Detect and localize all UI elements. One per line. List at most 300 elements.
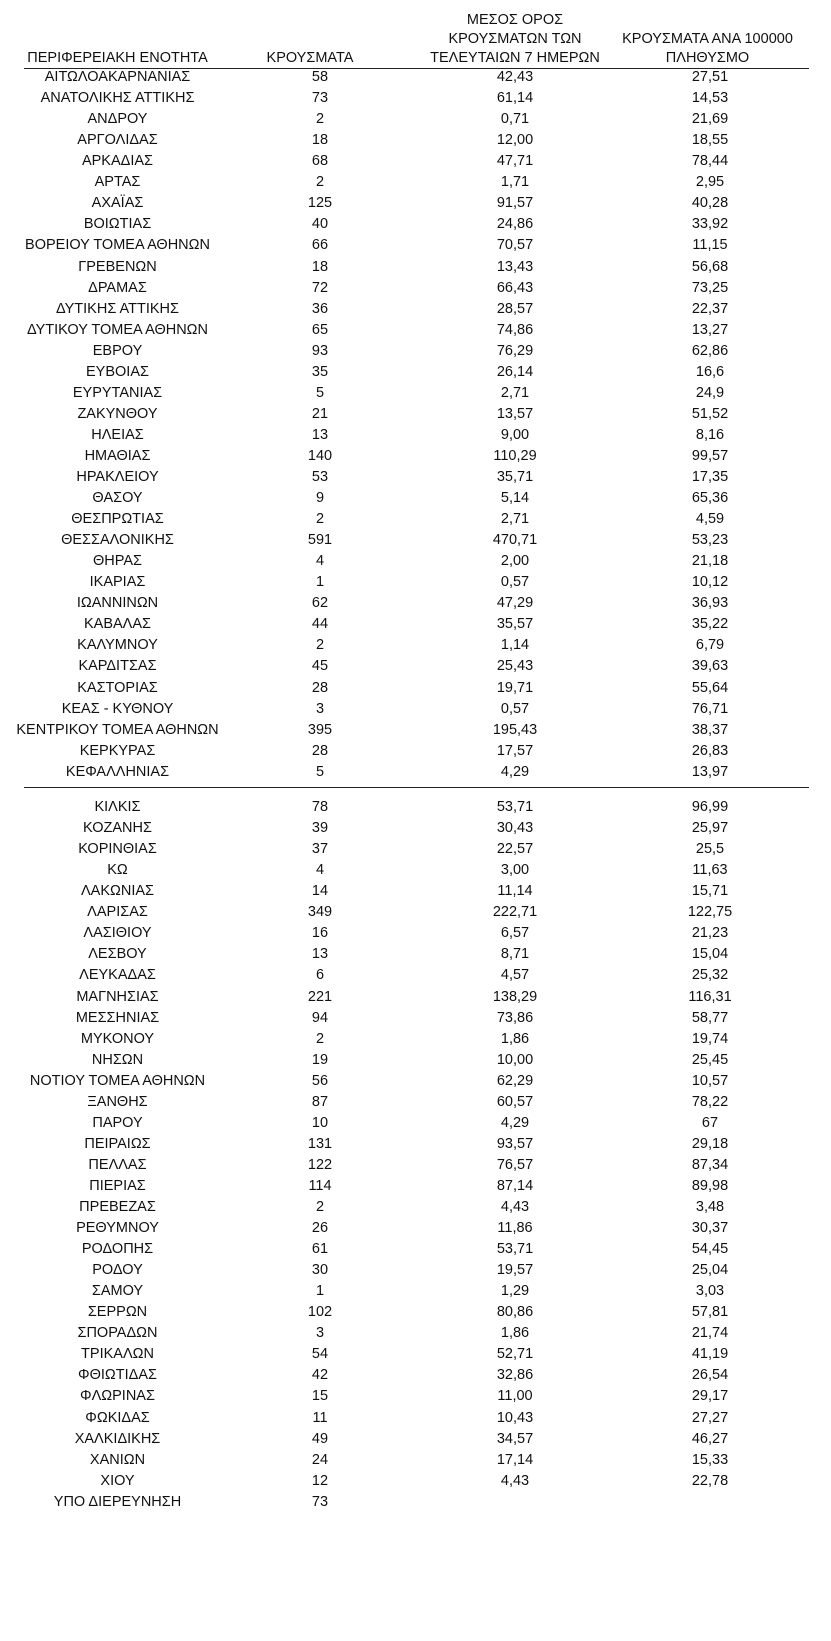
cases-cell: 65 xyxy=(311,321,329,338)
table-row xyxy=(0,150,831,172)
table-row xyxy=(0,859,831,881)
table-row xyxy=(0,698,831,720)
cases-cell: 72 xyxy=(311,279,329,296)
cases-cell: 28 xyxy=(311,679,329,696)
region-cell: ΚΕΡΚΥΡΑΣ xyxy=(79,742,156,759)
header-cases-per-100000: ΚΡΟΥΣΜΑΤΑ ΑΝΑ 100000 ΠΛΗΘΥΣΜΟ xyxy=(622,31,793,66)
per-100000-cell: 24,9 xyxy=(695,384,725,401)
per-100000-cell: 19,74 xyxy=(691,1030,729,1047)
region-cell: ΗΡΑΚΛΕΙΟΥ xyxy=(76,468,159,485)
table-row xyxy=(0,1385,831,1407)
table-row xyxy=(0,943,831,965)
per-100000-cell: 33,92 xyxy=(691,216,729,233)
average-cell: 138,29 xyxy=(492,988,538,1005)
region-cell: ΦΛΩΡΙΝΑΣ xyxy=(80,1388,155,1405)
table-row xyxy=(0,719,831,741)
average-cell: 52,71 xyxy=(496,1346,534,1363)
per-100000-cell: 25,32 xyxy=(691,967,729,984)
per-100000-cell: 21,74 xyxy=(691,1325,729,1342)
region-cell: ΓΡΕΒΕΝΩΝ xyxy=(78,258,157,275)
region-cell: ΒΟΙΩΤΙΑΣ xyxy=(83,216,152,233)
per-100000-cell: 27,27 xyxy=(691,1409,729,1426)
table-row xyxy=(0,986,831,1008)
per-100000-cell: 30,37 xyxy=(691,1220,729,1236)
table-row xyxy=(0,1407,831,1429)
cases-cell: 2 xyxy=(315,174,325,191)
cases-cell: 114 xyxy=(308,1177,332,1194)
table-row xyxy=(0,817,831,839)
cases-cell: 15 xyxy=(311,1388,329,1405)
region-cell: ΘΗΡΑΣ xyxy=(93,553,142,570)
average-cell: 47,29 xyxy=(496,595,534,612)
region-cell: ΑΧΑΪΑΣ xyxy=(91,195,144,212)
per-100000-cell: 14,53 xyxy=(691,90,729,106)
per-100000-cell: 67 xyxy=(701,1114,719,1131)
region-cell: ΚΑΛΥΜΝΟΥ xyxy=(77,637,158,654)
average-cell: 17,57 xyxy=(496,742,534,759)
region-cell: ΙΩΑΝΝΙΝΩΝ xyxy=(76,595,159,612)
per-100000-cell: 10,12 xyxy=(691,574,729,591)
cases-cell: 140 xyxy=(307,447,333,464)
table-row xyxy=(0,922,831,944)
table-row xyxy=(0,1028,831,1050)
average-cell: 60,57 xyxy=(496,1093,534,1110)
per-100000-cell: 11,63 xyxy=(692,862,728,879)
region-cell: ΜΑΓΝΗΣΙΑΣ xyxy=(76,988,159,1005)
cases-cell: 39 xyxy=(311,820,329,836)
region-cell: ΛΕΥΚΑΔΑΣ xyxy=(79,967,156,984)
table-row xyxy=(0,796,831,818)
average-cell: 1,86 xyxy=(500,1325,530,1342)
average-cell: 12,00 xyxy=(496,132,534,149)
region-cell: ΖΑΚΥΝΘΟΥ xyxy=(77,405,158,422)
cases-cell: 18 xyxy=(311,132,329,149)
average-cell: 91,57 xyxy=(496,195,534,212)
table-row xyxy=(0,108,831,130)
region-cell: ΑΡΤΑΣ xyxy=(94,174,141,191)
average-cell: 73,86 xyxy=(496,1009,534,1026)
cases-cell: 102 xyxy=(307,1304,333,1321)
table-row xyxy=(0,66,831,88)
per-100000-cell: 116,31 xyxy=(688,988,732,1005)
per-100000-cell: 96,99 xyxy=(691,799,729,815)
table-row xyxy=(0,1428,831,1450)
average-cell: 4,29 xyxy=(500,763,530,780)
average-cell: 24,86 xyxy=(496,216,534,233)
average-cell: 61,14 xyxy=(496,90,534,106)
table-row xyxy=(0,880,831,902)
table-row xyxy=(0,1091,831,1113)
region-cell: ΡΟΔΟΥ xyxy=(92,1262,143,1279)
region-cell: ΗΜΑΘΙΑΣ xyxy=(84,447,151,464)
table-row xyxy=(0,508,831,530)
average-cell: 470,71 xyxy=(492,532,538,549)
average-cell: 26,14 xyxy=(496,363,534,380)
table-row xyxy=(0,1154,831,1176)
average-cell: 53,71 xyxy=(496,1241,534,1257)
per-100000-cell: 13,27 xyxy=(691,321,729,338)
per-100000-cell: 22,37 xyxy=(691,300,729,317)
cases-cell: 2 xyxy=(315,511,325,528)
average-cell: 53,71 xyxy=(496,799,534,815)
table-row xyxy=(0,1259,831,1281)
cases-cell: 54 xyxy=(311,1346,329,1363)
average-cell: 35,57 xyxy=(496,616,534,633)
average-cell: 93,57 xyxy=(496,1135,534,1152)
per-100000-cell: 21,69 xyxy=(691,111,729,128)
per-100000-cell: 4,59 xyxy=(695,511,725,528)
cases-cell: 6 xyxy=(315,967,325,984)
cases-cell: 5 xyxy=(315,763,325,780)
region-cell: ΚΕΑΣ - ΚΥΘΝΟΥ xyxy=(61,700,174,717)
region-cell: ΘΕΣΠΡΩΤΙΑΣ xyxy=(71,511,164,528)
per-100000-cell: 29,17 xyxy=(691,1388,729,1405)
average-cell: 74,86 xyxy=(496,321,534,338)
table-row xyxy=(0,1364,831,1386)
region-cell: ΠΕΛΛΑΣ xyxy=(88,1156,147,1173)
per-100000-cell: 40,28 xyxy=(691,195,729,212)
table-row xyxy=(0,340,831,362)
region-cell: ΚΟΖΑΝΗΣ xyxy=(83,820,152,836)
average-cell: 9,00 xyxy=(500,426,530,443)
average-cell: 28,57 xyxy=(496,300,534,317)
cases-cell: 3 xyxy=(315,700,325,717)
cases-cell: 61 xyxy=(311,1241,329,1257)
average-cell: 110,29 xyxy=(493,447,537,464)
header-region: ΠΕΡΙΦΕΡΕΙΑΚΗ ΕΝΟΤΗΤΑ xyxy=(27,50,208,66)
per-100000-cell: 21,23 xyxy=(691,925,729,942)
average-cell: 222,71 xyxy=(492,904,538,921)
region-cell: ΛΕΣΒΟΥ xyxy=(88,946,147,963)
per-100000-cell: 8,16 xyxy=(695,426,725,443)
per-100000-cell: 35,22 xyxy=(691,616,729,633)
cases-cell: 30 xyxy=(311,1262,329,1279)
table-row xyxy=(0,256,831,278)
cases-cell: 73 xyxy=(311,90,329,106)
region-cell: ΧΑΝΙΩΝ xyxy=(89,1451,146,1468)
table-row xyxy=(0,234,831,256)
per-100000-cell: 39,63 xyxy=(691,658,729,675)
region-cell: ΥΠΟ ΔΙΕΡΕΥΝΗΣΗ xyxy=(53,1493,182,1510)
region-cell: ΦΘΙΩΤΙΔΑΣ xyxy=(78,1367,157,1384)
region-cell: ΑΡΓΟΛΙΔΑΣ xyxy=(77,132,158,149)
per-100000-cell: 3,48 xyxy=(695,1199,725,1215)
cases-cell: 73 xyxy=(311,1493,329,1510)
cases-cell: 221 xyxy=(307,988,333,1005)
average-cell: 10,43 xyxy=(496,1409,534,1426)
table-row xyxy=(0,838,831,860)
average-cell: 4,29 xyxy=(500,1114,530,1131)
average-cell: 195,43 xyxy=(492,721,538,738)
cases-cell: 3 xyxy=(315,1325,325,1342)
table-row xyxy=(0,382,831,404)
per-100000-cell: 21,18 xyxy=(691,553,729,570)
cases-cell: 4 xyxy=(315,553,325,570)
table-row xyxy=(0,277,831,299)
average-cell: 2,71 xyxy=(500,384,530,401)
cases-cell: 49 xyxy=(311,1430,329,1447)
average-cell: 4,43 xyxy=(500,1199,530,1215)
average-cell: 4,57 xyxy=(500,967,530,984)
per-100000-cell: 29,18 xyxy=(691,1135,729,1152)
per-100000-cell: 15,33 xyxy=(691,1451,729,1468)
region-cell: ΣΕΡΡΩΝ xyxy=(87,1304,148,1321)
average-cell: 19,71 xyxy=(496,679,534,696)
table-row xyxy=(0,901,831,923)
average-cell: 47,71 xyxy=(496,153,534,170)
table-row xyxy=(0,655,831,677)
table-row xyxy=(0,740,831,762)
table-row xyxy=(0,550,831,572)
region-cell: ΚΩ xyxy=(107,862,128,879)
per-100000-cell: 57,81 xyxy=(691,1304,729,1321)
per-100000-cell: 78,44 xyxy=(691,153,729,170)
cases-cell: 2 xyxy=(315,1030,325,1047)
average-cell: 1,29 xyxy=(500,1283,530,1300)
per-100000-cell: 38,37 xyxy=(691,721,729,738)
per-100000-cell: 26,83 xyxy=(691,742,729,759)
region-cell: ΝΟΤΙΟΥ ΤΟΜΕΑ ΑΘΗΝΩΝ xyxy=(29,1072,206,1089)
region-cell: ΘΕΣΣΑΛΟΝΙΚΗΣ xyxy=(61,532,174,549)
region-cell: ΒΟΡΕΙΟΥ ΤΟΜΕΑ ΑΘΗΝΩΝ xyxy=(25,237,210,254)
per-100000-cell: 58,77 xyxy=(691,1009,729,1026)
average-cell: 11,00 xyxy=(497,1388,533,1405)
average-cell: 76,29 xyxy=(496,342,534,359)
table-row xyxy=(0,1112,831,1134)
per-100000-cell: 25,04 xyxy=(691,1262,729,1279)
table-row xyxy=(0,677,831,699)
average-cell: 17,14 xyxy=(496,1451,534,1468)
average-cell: 30,43 xyxy=(496,820,534,836)
cases-cell: 78 xyxy=(311,799,329,815)
per-100000-cell: 18,55 xyxy=(691,132,729,149)
per-100000-cell: 11,15 xyxy=(692,237,728,254)
average-cell: 2,71 xyxy=(500,511,530,528)
cases-cell: 40 xyxy=(311,216,329,233)
per-100000-cell: 99,57 xyxy=(691,447,729,464)
average-cell: 76,57 xyxy=(496,1156,534,1173)
region-cell: ΚΑΡΔΙΤΣΑΣ xyxy=(78,658,157,675)
cases-cell: 94 xyxy=(311,1009,329,1026)
cases-cell: 21 xyxy=(311,405,329,422)
table-row xyxy=(0,298,831,320)
table-row xyxy=(0,761,831,783)
region-cell: ΚΕΦΑΛΛΗΝΙΑΣ xyxy=(65,763,170,780)
cases-cell: 1 xyxy=(315,574,325,591)
average-cell: 11,14 xyxy=(497,883,533,900)
per-100000-cell: 26,54 xyxy=(691,1367,729,1384)
per-100000-cell: 54,45 xyxy=(691,1241,729,1257)
table-row xyxy=(0,1470,831,1492)
table-row xyxy=(0,361,831,383)
average-cell: 1,14 xyxy=(500,637,530,654)
cases-cell: 35 xyxy=(311,363,329,380)
region-cell: ΧΙΟΥ xyxy=(100,1472,135,1489)
per-100000-cell: 65,36 xyxy=(691,490,729,506)
cases-cell: 349 xyxy=(307,904,333,921)
average-cell: 0,57 xyxy=(500,574,530,591)
region-cell: ΔΡΑΜΑΣ xyxy=(88,279,147,296)
table-row xyxy=(0,1070,831,1092)
average-cell: 11,86 xyxy=(497,1220,533,1236)
region-cell: ΜΕΣΣΗΝΙΑΣ xyxy=(75,1009,160,1026)
region-cell: ΑΝΑΤΟΛΙΚΗΣ ΑΤΤΙΚΗΣ xyxy=(40,90,195,106)
region-cell: ΚΑΒΑΛΑΣ xyxy=(83,616,151,633)
table-row xyxy=(0,403,831,425)
per-100000-cell: 89,98 xyxy=(691,1177,729,1194)
average-cell: 34,57 xyxy=(496,1430,534,1447)
table-row xyxy=(0,1007,831,1029)
cases-cell: 14 xyxy=(311,883,329,900)
per-100000-cell: 15,04 xyxy=(691,946,729,963)
cases-cell: 42 xyxy=(311,1367,329,1384)
header-cases: ΚΡΟΥΣΜΑΤΑ xyxy=(266,50,354,66)
table-row xyxy=(0,424,831,446)
average-cell: 35,71 xyxy=(496,468,534,485)
cases-cell: 45 xyxy=(311,658,329,675)
region-cell: ΕΥΡΥΤΑΝΙΑΣ xyxy=(72,384,163,401)
cases-cell: 66 xyxy=(311,237,329,254)
table-row xyxy=(0,87,831,109)
cases-cell: 37 xyxy=(311,841,329,858)
region-cell: ΠΙΕΡΙΑΣ xyxy=(89,1177,146,1194)
per-100000-cell: 62,86 xyxy=(691,342,729,359)
average-cell: 87,14 xyxy=(496,1177,534,1194)
region-cell: ΚΑΣΤΟΡΙΑΣ xyxy=(77,679,158,696)
table-row xyxy=(0,1217,831,1239)
per-100000-cell: 6,79 xyxy=(695,637,725,654)
average-cell: 19,57 xyxy=(496,1262,534,1279)
region-cell: ΡΟΔΟΠΗΣ xyxy=(81,1241,154,1257)
average-cell: 70,57 xyxy=(496,237,534,254)
per-100000-cell: 16,6 xyxy=(695,363,725,380)
average-cell: 3,00 xyxy=(500,862,530,879)
average-cell: 8,71 xyxy=(500,946,530,963)
cases-cell: 4 xyxy=(315,862,325,879)
table-row xyxy=(0,445,831,467)
cases-cell: 13 xyxy=(311,946,329,963)
cases-cell: 395 xyxy=(307,721,333,738)
average-cell: 25,43 xyxy=(496,658,534,675)
cases-cell: 10 xyxy=(311,1114,329,1131)
cases-cell: 12 xyxy=(311,1472,329,1489)
per-100000-cell: 53,23 xyxy=(691,532,729,549)
cases-cell: 18 xyxy=(311,258,329,275)
table-row xyxy=(0,964,831,986)
table-row xyxy=(0,592,831,614)
region-cell: ΣΑΜΟΥ xyxy=(91,1283,144,1300)
region-cell: ΠΑΡΟΥ xyxy=(92,1114,143,1131)
region-cell: ΚΙΛΚΙΣ xyxy=(94,799,141,815)
per-100000-cell: 15,71 xyxy=(691,883,729,900)
cases-cell: 122 xyxy=(307,1156,333,1173)
cases-cell: 93 xyxy=(311,342,329,359)
average-cell: 13,43 xyxy=(496,258,534,275)
table-row xyxy=(0,487,831,509)
table-row xyxy=(0,571,831,593)
cases-cell: 125 xyxy=(307,195,333,212)
table-row xyxy=(0,1491,831,1513)
table-row xyxy=(0,1280,831,1302)
table-row xyxy=(0,613,831,635)
per-100000-cell: 25,97 xyxy=(691,820,729,836)
table-row xyxy=(0,129,831,151)
region-cell: ΘΑΣΟΥ xyxy=(92,490,143,506)
cases-cell: 53 xyxy=(311,468,329,485)
cases-cell: 68 xyxy=(311,153,329,170)
table-row xyxy=(0,1343,831,1365)
average-cell: 5,14 xyxy=(500,490,530,506)
per-100000-cell: 73,25 xyxy=(691,279,729,296)
table-row xyxy=(0,1449,831,1471)
table-row xyxy=(0,1175,831,1197)
region-cell: ΠΡΕΒΕΖΑΣ xyxy=(79,1199,156,1215)
region-cell: ΑΝΔΡΟΥ xyxy=(87,111,148,128)
table-row xyxy=(0,213,831,235)
per-100000-cell: 27,51 xyxy=(691,69,729,85)
region-cell: ΜΥΚΟΝΟΥ xyxy=(80,1030,155,1047)
region-cell: ΦΩΚΙΔΑΣ xyxy=(85,1409,150,1426)
cases-cell: 56 xyxy=(311,1072,329,1089)
table-row xyxy=(0,1238,831,1260)
per-100000-cell: 51,52 xyxy=(691,405,729,422)
table-row xyxy=(0,1049,831,1071)
cases-cell: 9 xyxy=(315,490,325,506)
cases-cell: 5 xyxy=(315,384,325,401)
cases-cell: 591 xyxy=(307,532,333,549)
region-cell: ΔΥΤΙΚΗΣ ΑΤΤΙΚΗΣ xyxy=(56,300,179,317)
cases-cell: 16 xyxy=(311,925,329,942)
region-cell: ΑΡΚΑΔΙΑΣ xyxy=(81,153,154,170)
region-cell: ΗΛΕΙΑΣ xyxy=(91,426,144,443)
average-cell: 6,57 xyxy=(500,925,530,942)
table-row xyxy=(0,1196,831,1218)
cases-cell: 24 xyxy=(311,1451,329,1468)
average-cell: 1,71 xyxy=(500,174,530,191)
per-100000-cell: 2,95 xyxy=(695,174,725,191)
per-100000-cell: 76,71 xyxy=(691,700,729,717)
per-100000-cell: 10,57 xyxy=(691,1072,729,1089)
table-row xyxy=(0,466,831,488)
region-cell: ΝΗΣΩΝ xyxy=(91,1051,144,1068)
average-cell: 42,43 xyxy=(496,69,534,85)
table-row xyxy=(0,1133,831,1155)
average-cell: 1,86 xyxy=(500,1030,530,1047)
per-100000-cell: 55,64 xyxy=(691,679,729,696)
region-cell: ΧΑΛΚΙΔΙΚΗΣ xyxy=(74,1430,161,1447)
region-cell: ΛΑΡΙΣΑΣ xyxy=(87,904,148,921)
average-cell: 2,00 xyxy=(500,553,530,570)
header-7day-average: ΜΕΣΟΣ ΟΡΟΣ ΚΡΟΥΣΜΑΤΩΝ ΤΩΝ ΤΕΛΕΥΤΑΙΩΝ 7 ΗΜΕΡΩΝ xyxy=(430,12,600,66)
average-cell: 0,71 xyxy=(500,111,530,128)
cases-cell: 19 xyxy=(311,1051,329,1068)
table-row xyxy=(0,634,831,656)
cases-cell: 2 xyxy=(315,111,325,128)
region-cell: ΔΥΤΙΚΟΥ ΤΟΜΕΑ ΑΘΗΝΩΝ xyxy=(26,321,208,338)
average-cell: 4,43 xyxy=(500,1472,530,1489)
region-cell: ΕΒΡΟΥ xyxy=(92,342,143,359)
per-100000-cell: 13,97 xyxy=(691,763,729,780)
region-cell: ΑΙΤΩΛΟΑΚΑΡΝΑΝΙΑΣ xyxy=(44,69,191,85)
average-cell: 32,86 xyxy=(496,1367,534,1384)
region-cell: ΛΑΚΩΝΙΑΣ xyxy=(80,883,154,900)
region-cell: ΤΡΙΚΑΛΩΝ xyxy=(81,1346,154,1363)
per-100000-cell: 46,27 xyxy=(691,1430,729,1447)
per-100000-cell: 25,45 xyxy=(691,1051,729,1068)
table-row xyxy=(0,1322,831,1344)
table-row xyxy=(0,192,831,214)
table-row xyxy=(0,319,831,341)
